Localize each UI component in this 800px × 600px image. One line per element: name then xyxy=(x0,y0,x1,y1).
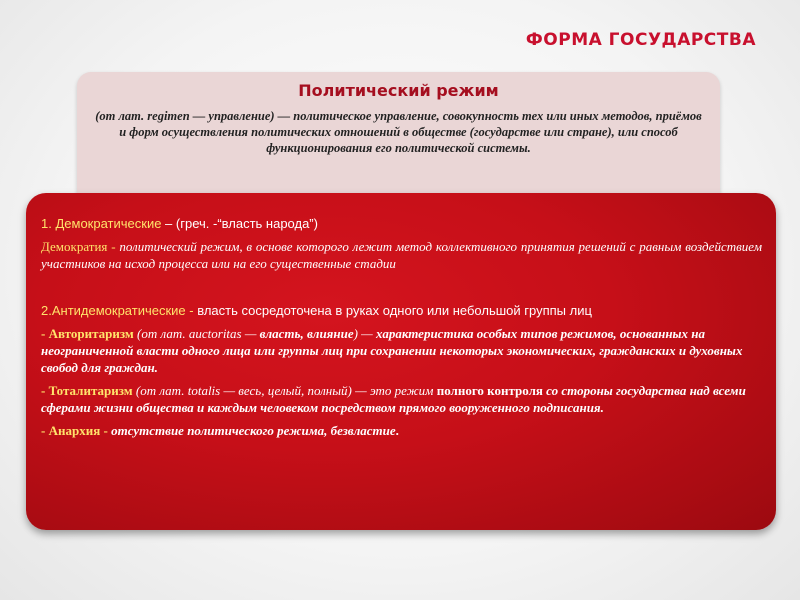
authoritarianism-etymology-open: (от лат. auctoritas — xyxy=(133,326,260,341)
totalitarianism-term: Тоталитаризм xyxy=(48,383,133,398)
political-regime-box xyxy=(77,72,720,208)
democracy-term: Демократия xyxy=(41,239,108,254)
antidemocratic-heading-term: Антидемократические xyxy=(51,303,186,318)
democracy-dash: - xyxy=(107,239,120,254)
regime-definition: (от лат. regimen — управление) — политическое управление, совокупность тех или иных методов, приёмов и форм осуществления политических отношений в обществе (государстве или стране), или способ функционирования его политической системы. xyxy=(95,109,702,155)
antidemocratic-heading-number: 2. xyxy=(41,303,52,318)
authoritarianism-term: Авторитаризм xyxy=(48,326,134,341)
authoritarianism-etymology-meaning: власть, влияние xyxy=(259,326,354,341)
antidemocratic-heading xyxy=(41,302,762,319)
regime-title: Политический режим xyxy=(298,81,499,100)
anarchy-term: Анархия xyxy=(48,423,101,438)
page-title: ФОРМА ГОСУДАРСТВА xyxy=(525,30,756,50)
section-gap xyxy=(41,278,762,302)
totalitarianism-etymology: (от лат. totalis — весь, целый, полный) — это режим xyxy=(132,383,437,398)
authoritarianism-definition: характеристика особых типов режимов, основанных на неограниченной власти одного лица или группы лиц при сохранении некоторых экономических, гражданских и духовных свобод для граждан. xyxy=(41,326,743,375)
democracy-definition xyxy=(41,238,762,272)
democratic-heading xyxy=(41,215,762,232)
democratic-heading-number: 1. xyxy=(41,216,56,231)
democratic-heading-etymology: – (греч. -“власть народа”) xyxy=(161,216,318,231)
totalitarianism-item xyxy=(41,382,762,416)
anarchy-definition: отсутствие политического режима, безвластие xyxy=(111,423,396,438)
democracy-definition-text: политический режим, в основе которого лежит метод коллективного принятия решений с равным воздействием участников на исход процесса или на его существенные стадии xyxy=(41,239,762,271)
totalitarianism-prefix: - xyxy=(41,383,49,398)
authoritarianism-etymology-close: ) — xyxy=(353,326,376,341)
authoritarianism-item xyxy=(41,325,762,376)
regime-types-box xyxy=(26,193,776,530)
anarchy-item xyxy=(41,422,762,439)
authoritarianism-prefix: - xyxy=(41,326,49,341)
antidemocratic-heading-dash: - xyxy=(185,303,198,318)
totalitarianism-definition: со стороны государства над всеми сферами жизни общества и каждым человеком посредством прямого вооруженного подписания. xyxy=(41,383,746,415)
anarchy-period: . xyxy=(395,423,399,438)
democratic-heading-term: Демократические xyxy=(55,216,162,231)
totalitarianism-key-phrase: полного контроля xyxy=(436,383,543,398)
anarchy-dash: - xyxy=(100,423,112,438)
antidemocratic-heading-text: власть сосредоточена в руках одного или небольшой группы лиц xyxy=(197,303,592,318)
anarchy-prefix: - xyxy=(41,423,49,438)
